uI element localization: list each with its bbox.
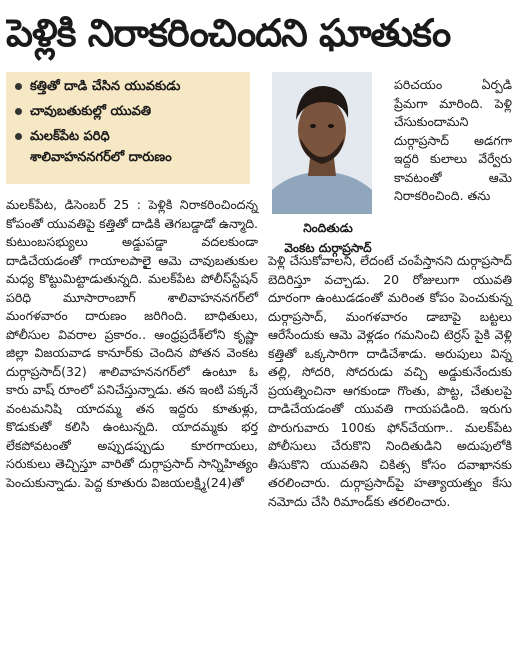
highlight-item [12,128,244,145]
highlight-text: మలక్‌పేట పరిధి [30,129,110,144]
highlights-box [6,72,250,184]
highlight-text: శాలివాహననగర్‌లో దారుణం [30,150,172,165]
bullet-icon [15,133,22,140]
accused-photo [272,72,372,214]
highlight-item [12,103,244,120]
person-portrait-icon [272,72,372,214]
article-column-right-top [394,76,512,206]
article-text: మలక్‌పేట, డిసెంబర్ 25 : పెళ్లికి నిరాకరించిందన్న కోపంతో యువతిపై కత్తితో దాడికి తెగబడ్డాడో ఉన్మాది. కుటుంబసభ్యులు అడ్డుపడ్డా వదలకుండా దాడిచేయడంతో గాయాలపాలైై ఆమె చావుబతుకుల మధ్య కొట్టుమిట్టాడుతున్నది. మలక్‌పేట పోలీస్‌స్టేషన్ పరిధి మూసారాంబాగ్ శాలివాహననగర్‌లో మంగళవారం దారుణం జరిగింది. బాధితులు, పోలీసుల వివరాల ప్రకారం.. ఆంధ్రప్రదేశ్‌లోని కృష్ణా జిల్లా విజయవాడ కానూర్‌కు చెందిన పోతన వెంకట దుర్గాప్రసాద్(32) శాలివాహననగర్‌లో ఉంటూ ఓ కారు వాష్ రూంలో పనిచేస్తున్నాడు. తన ఇంటి పక్కనే వంటమనిషి యాదమ్మ తన ఇద్దరు కూతుళ్లు, కొడుకుతో కలిసి ఉంటున్నది. యాదమ్మకు భర్త లేకపోవటంతో అప్పుడప్పుడు కూరగాయలు, సరుకులు తెచ్చిస్తూ వారితో దుర్గాప్రసాద్ సాన్నిహిత్యం పెంచుకున్నాడు. పెద్ద కూతురు విజయలక్ష్మి(24)తో [6,197,258,490]
highlight-text: కత్తితో దాడి చేసిన యువకుడు [30,79,181,94]
caption-line-2: వెంకట దుర్గాప్రసాద్ [284,241,372,255]
highlight-text: చావుబతుకుల్లో యువతి [30,104,152,119]
article-text: పరిచయం ఏర్పడి ప్రేమగా మారింది. పెళ్లి చేసుకుందామని దుర్గాప్రసాద్ అడగగా ఇద్దరి కులాలు వేర్వేరు కావటంతో ఆమె నిరాకరించింది. తను [394,77,512,203]
highlight-item [12,78,244,95]
bullet-icon [15,83,22,90]
article-text: పెళ్లి చేసుకోవాలని, లేదంటే చంపేస్తానని దుర్గాప్రసాద్ బెదిరిస్తూ వచ్చాడు. 20 రోజులుగా యువతి దూరంగా ఉంటుడడంతో మరింత కోపం పెంచుకున్న దుర్గాప్రసాద్, మంగళవారం డాబాపై బట్టలు ఆరేసేందుకు ఆమె వెళ్లడం గమనించి టెర్రస్ పైకి వెళ్లి కత్తితో ఒక్కసారిగా దాడిచేశాడు. అరుపులు విన్న తల్లి, సోదరి, సోదరుడు వచ్చి అడ్డుకునేందుకు ప్రయత్నించినా ఆగకుండా గొంతు, పొట్ట, చేతులపై దాడిచేయడంతో యువతి గాయపడింది. ఇరుగు పొరుగువారు 100కు ఫోన్‌చేయగా.. మలక్‌పేట పోలీసులు చేరుకొని నిందితుడిని అదుపులోకి తీసుకొని యువతిని చికిత్స కోసం దవాఖానకు తరలించారు. దుర్గాప్రసాద్‌పై హత్యాయత్నం కేసు నమోదు చేసి రిమాండ్‌కు తరలించారు. [268,253,512,509]
article-column-right [268,252,512,511]
highlight-item-continued [12,149,244,166]
caption-line-1: నిందితుడు [303,221,353,235]
article-column-left [6,196,258,492]
headline: పెళ్లికి నిరాకరించిందని ఘాతుకం [6,11,451,55]
bullet-icon [15,108,22,115]
